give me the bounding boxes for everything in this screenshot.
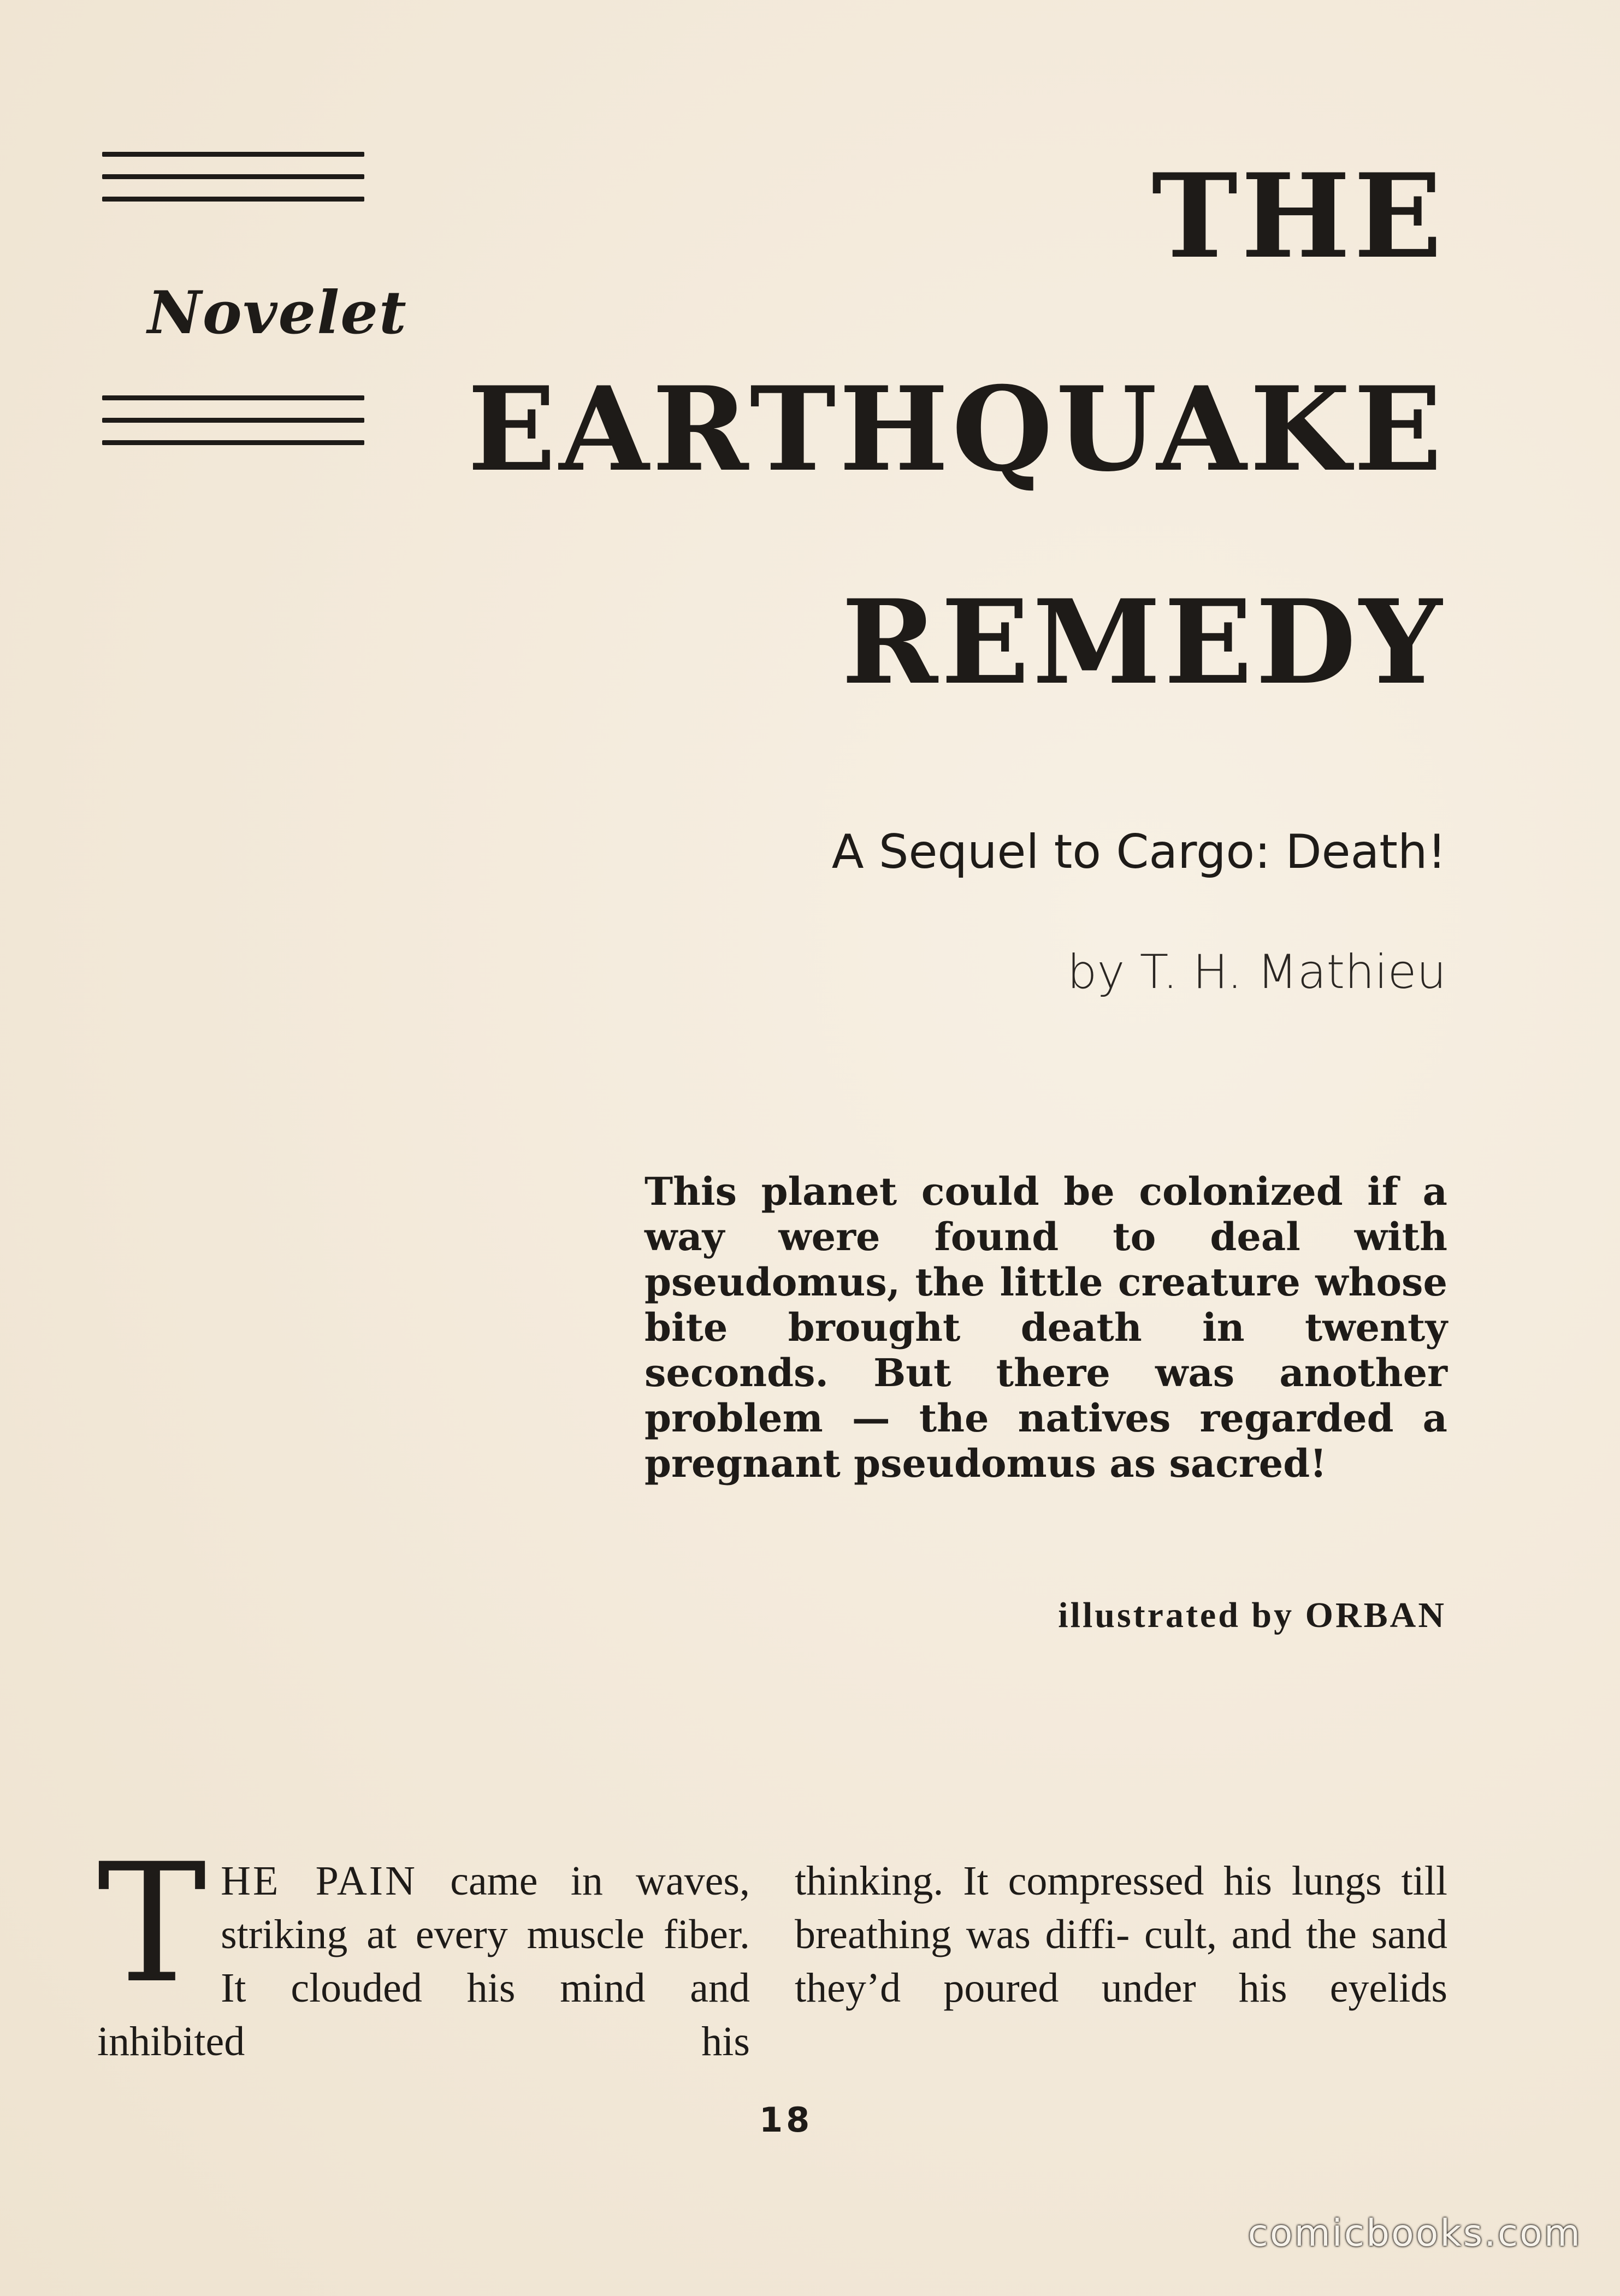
body-column-right [795, 1854, 1447, 2015]
subtitle: A Sequel to Cargo: Death! [831, 825, 1446, 879]
illustration-credit: illustrated by ORBAN [1058, 1595, 1446, 1635]
divider [102, 440, 364, 445]
body-text-left: came in waves, striking at every muscle fiber. It clouded his mind and inhibited his [97, 1858, 750, 2064]
divider [102, 152, 364, 157]
divider [102, 395, 364, 400]
opening-caps: HE PAIN [221, 1858, 417, 1904]
badge-rules-top [102, 152, 364, 219]
title-line-2: EARTHQUAKE [468, 361, 1445, 497]
drop-cap: T [97, 1828, 207, 2019]
divider [102, 418, 364, 423]
story-blurb: This planet could be colonized if a way were found to deal with pseudomus, the little creature whose bite brought death in twenty seconds. But there was another problem — the natives regarded a pregnant pseudomus as sacred! [645, 1169, 1447, 1486]
watermark: comicbooks.com [1247, 2212, 1582, 2255]
divider [102, 197, 364, 202]
body-column-left [97, 1828, 750, 2068]
title-line-3: REMEDY [841, 574, 1445, 710]
byline: by T. H. Mathieu [1067, 945, 1446, 999]
badge-rules-bottom [102, 395, 364, 463]
body-text-right: thinking. It compressed his lungs till breathing was diffi- cult, and the sand they’d poured under his eyelids [795, 1858, 1447, 2011]
title-line-1: THE [1151, 148, 1445, 284]
section-label: Novelet [147, 279, 407, 347]
page-number: 18 [759, 2100, 813, 2140]
divider [102, 174, 364, 179]
